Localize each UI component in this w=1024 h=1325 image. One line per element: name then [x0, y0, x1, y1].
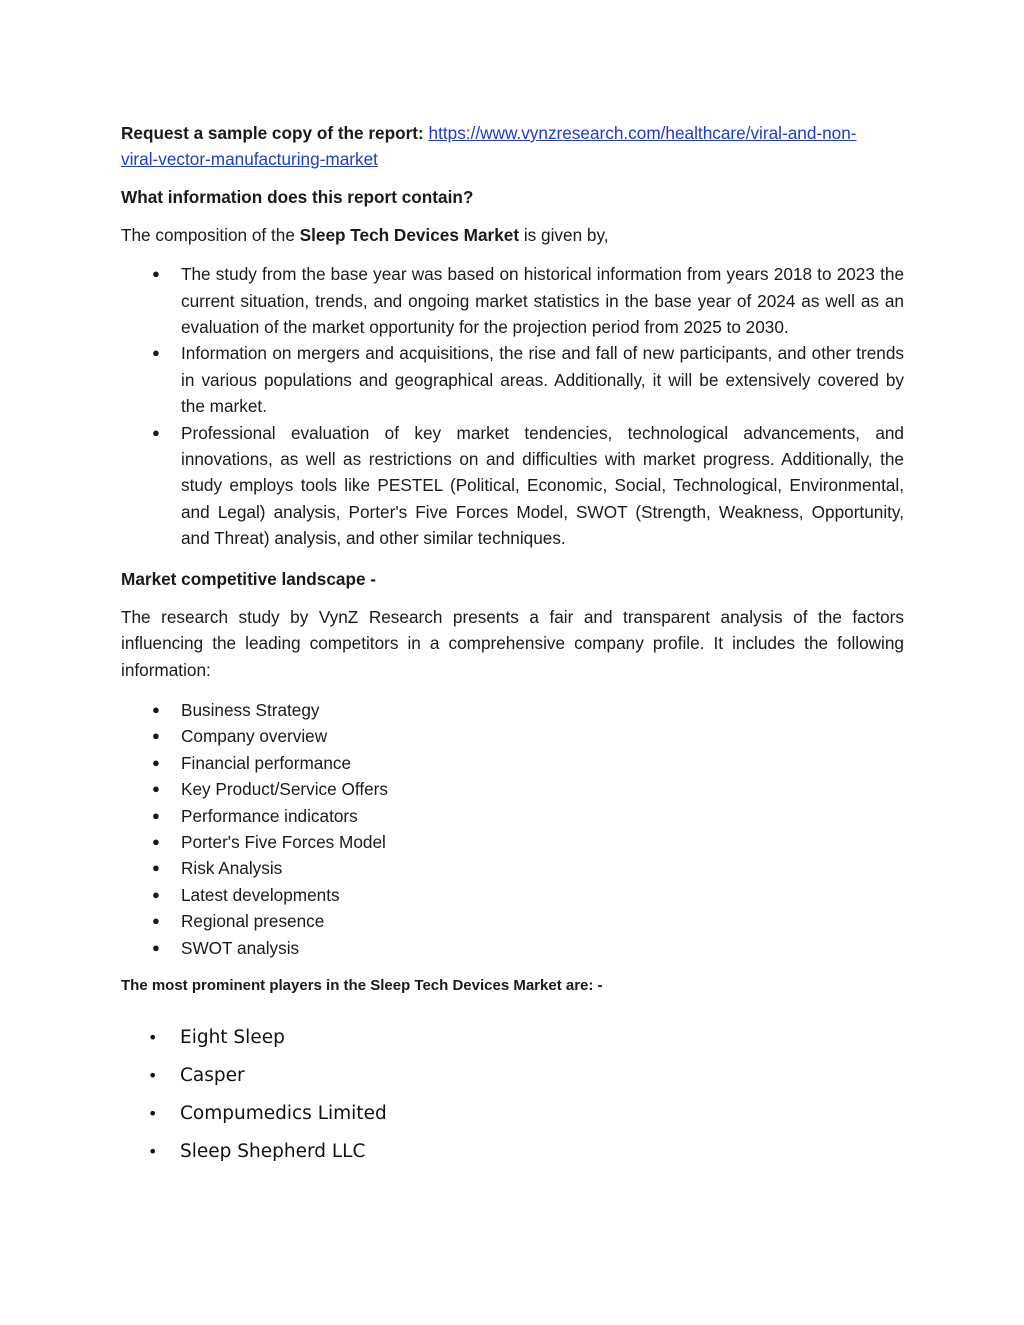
report-link[interactable]: https://www.vynzresearch.com/healthcare/viral-and-non- viral-vector-manufacturing-market — [121, 123, 857, 170]
list-item: ● Financial performance — [121, 750, 904, 776]
list-item: ● Key Product/Service Offers — [121, 776, 904, 802]
list-item: ● Regional presence — [121, 908, 904, 934]
list-item: ● Professional evaluation of key market tendencies, technological advancements, and innovations, as well as restrictions on and difficulties with market progress. Additionally, the study employs tools like PESTEL (Political, Economic, Social, Technological, Environmental, and Legal) analysis, Porter's Five Forces Model, SWOT (Strength, Weakness, Opportunity, and Threat) analysis, and other similar techniques. — [121, 420, 904, 552]
list-item: ● Risk Analysis — [121, 855, 904, 881]
landscape-heading: Market competitive landscape - — [121, 568, 377, 589]
list-item: • Sleep Shepherd LLC — [121, 1133, 904, 1171]
bullet-icon: ● — [152, 266, 160, 282]
bullet-icon: ● — [152, 886, 160, 902]
composition-line: The composition of the Sleep Tech Devices Market is given by, — [121, 224, 609, 245]
list-item: ● Company overview — [121, 723, 904, 749]
list-item: ● SWOT analysis — [121, 935, 904, 961]
bullet-icon: ● — [152, 728, 160, 744]
sample-request-label: Request a sample copy of the report: — [121, 123, 424, 143]
list-item: • Eight Sleep — [121, 1019, 904, 1057]
bullet-icon: ● — [152, 345, 160, 361]
profile-items-list — [121, 697, 904, 961]
list-item: ● The study from the base year was based on historical information from years 2018 to 2023 the current situation, trends, and ongoing market statistics in the base year of 2024 as well as an evaluation of the market opportunity for the projection period from 2025 to 2030. — [121, 261, 904, 340]
bullet-icon: ● — [152, 913, 160, 929]
list-item: ● Performance indicators — [121, 803, 904, 829]
bullet-icon: • — [148, 1027, 158, 1047]
sample-request-line — [121, 120, 904, 173]
bullet-icon: ● — [152, 833, 160, 849]
bullet-icon: • — [148, 1065, 158, 1085]
bullet-icon: ● — [152, 860, 160, 876]
list-item: • Compumedics Limited — [121, 1095, 904, 1133]
bullet-icon: ● — [152, 939, 160, 955]
list-item: ● Porter's Five Forces Model — [121, 829, 904, 855]
bullet-icon: • — [148, 1141, 158, 1161]
document-page — [121, 120, 904, 1171]
bullet-icon: ● — [152, 701, 160, 717]
bullet-icon: ● — [152, 754, 160, 770]
bullet-icon: ● — [152, 807, 160, 823]
players-heading: The most prominent players in the Sleep Tech Devices Market are: - — [121, 976, 603, 994]
list-item: ● Information on mergers and acquisitions, the rise and fall of new participants, and other trends in various populations and geographical areas. Additionally, it will be extensively covered by the market. — [121, 340, 904, 419]
bullet-icon: ● — [152, 424, 160, 440]
players-list — [121, 1019, 904, 1171]
list-item: • Casper — [121, 1057, 904, 1095]
list-item: ● Business Strategy — [121, 697, 904, 723]
report-points-list — [121, 261, 904, 551]
market-name: Sleep Tech Devices Market — [299, 224, 520, 245]
info-heading: What information does this report contain? — [121, 186, 474, 207]
landscape-paragraph: The research study by VynZ Research presents a fair and transparent analysis of the factors influencing the leading competitors in a comprehensive company profile. It includes the following information: — [121, 606, 904, 680]
bullet-icon: ● — [152, 781, 160, 797]
list-item: ● Latest developments — [121, 882, 904, 908]
bullet-icon: • — [148, 1103, 158, 1123]
